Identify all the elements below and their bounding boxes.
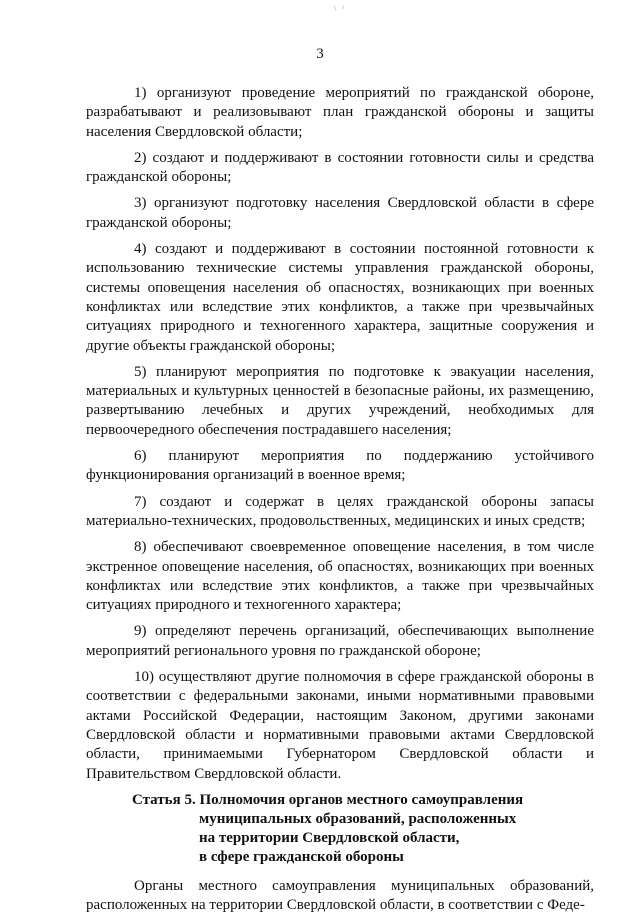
list-item-3: 3) организуют подготовку населения Свердловской области в сфере гражданской обороны; [86, 195, 594, 231]
document-body [86, 84, 594, 922]
list-item-9: 9) определяют перечень организаций, обеспечивающих выполнение мероприятий регионального уровня по гражданской обороне; [86, 623, 594, 659]
list-item-2: 2) создают и поддерживают в состоянии готовности силы и средства гражданской обороны; [86, 149, 594, 186]
article-heading [86, 791, 594, 867]
list-item-8: 8) обеспечивают своевременное оповещение населения, в том числе экстренное оповещение населения, об опасностях, возникающих при военных конфликтах или вследствие этих конфликтов, а также при чрезвычайных ситуациях природного и техногенного характера; [86, 539, 594, 614]
article-heading-line-3: на территории Свердловской области, [199, 829, 460, 846]
list-item-10: 10) осуществляют другие полномочия в сфере гражданской обороны в соответствии с федеральными законами, иными нормативными правовыми актами Российской Федерации, настоящим Законом, другими законами Свердловской области и нормативными правовыми актами Свердловской области, принимаемыми Губернатором Свердловской области и Правительством Свердловской области. [86, 669, 594, 782]
article-heading-line-1: Статья 5. Полномочия органов местного самоуправления [132, 791, 524, 808]
article-heading-line-4: в сфере гражданской обороны [199, 848, 404, 865]
article-heading-continuation [86, 810, 594, 867]
list-item-5: 5) планируют мероприятия по подготовке к эвакуации населения, материальных и культурных ценностей в безопасные районы, их размещению, развертыванию лечебных и других учреждений, необходимых для первоочередного обеспечения пострадавшего населения; [86, 363, 594, 438]
page-number: 3 [316, 46, 324, 62]
article-heading-line-2: муниципальных образований, расположенных [199, 810, 517, 827]
list-item-7: 7) создают и содержат в целях гражданской обороны запасы материально-технических, продовольственных, медицинских и иных средств; [86, 493, 594, 529]
list-item-4: 4) создают и поддерживают в состоянии постоянной готовности к использованию технические системы управления гражданской обороны, системы оповещения населения об опасностях, возникающих при военных конфликтах или вследствие этих конфликтов, а также при чрезвычайных ситуациях природного и техногенного характера, защитные сооружения и другие объекты гражданской обороны; [86, 241, 594, 354]
list-item-1: 1) организуют проведение мероприятий по гражданской обороне, разрабатывают и реализовывают план гражданской обороны и защиты населения Свердловской области; [86, 85, 594, 140]
list-item-6: 6) планируют мероприятия по поддержанию устойчивого функционирования организаций в военное время; [86, 448, 594, 484]
closing-paragraph: Органы местного самоуправления муниципальных образований, расположенных на территории Свердловской области, в соответствии с Феде- [86, 877, 594, 914]
scan-artifact: \ ⁱ [334, 4, 346, 13]
